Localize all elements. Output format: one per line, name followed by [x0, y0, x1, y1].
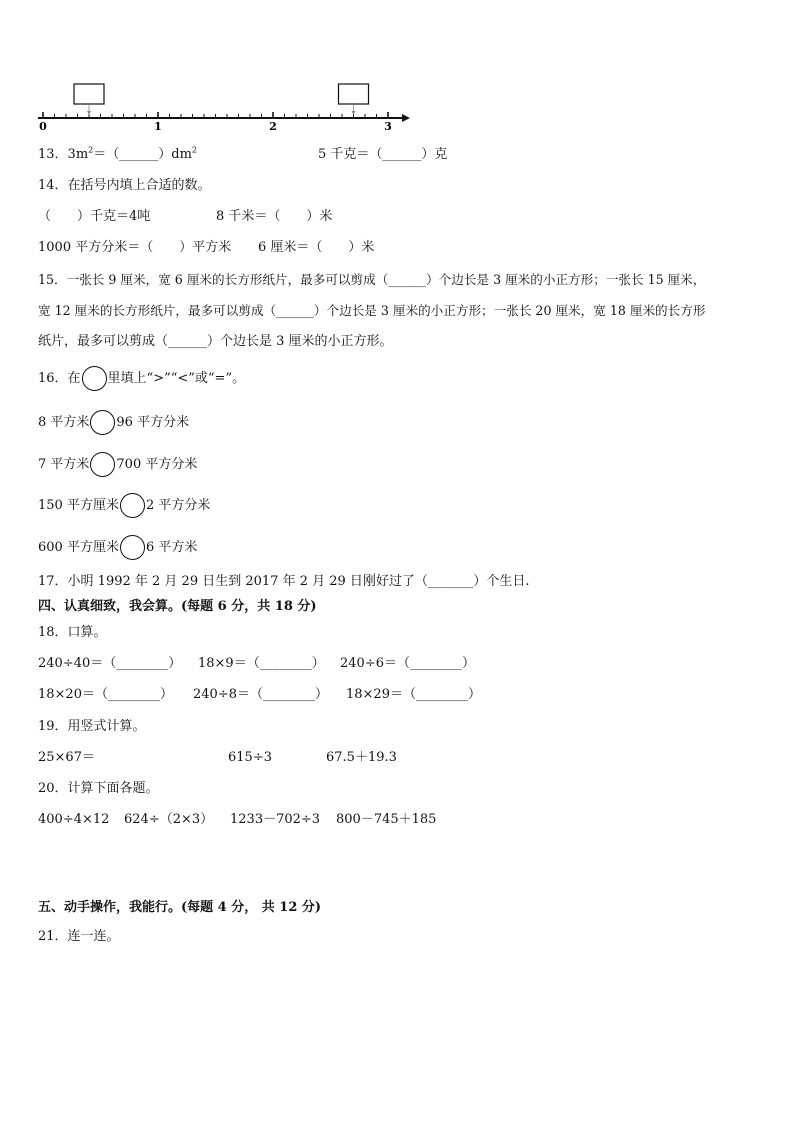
q15-line3: 纸片，最多可以剪成（______）个边长是 3 厘米的小正方形。	[38, 334, 393, 349]
q13-right: 5 千克＝（______）克	[318, 147, 448, 162]
answer-box[interactable]	[339, 84, 369, 104]
section-5-heading: 五、动手操作，我能行。(每题 4 分， 共 12 分)	[38, 900, 322, 915]
compare-circle-icon[interactable]	[90, 452, 115, 477]
q18-item: 18×20＝（________）	[38, 687, 173, 702]
q16-item: 7 平方米 700 平方分米	[38, 452, 197, 477]
q18-item: 240÷40＝（________）	[38, 656, 182, 671]
q14-row2a: 1000 平方分米＝（ ）平方米	[38, 240, 232, 255]
q18-item: 240÷6＝（________）	[340, 656, 475, 671]
q18-title: 18．口算。	[38, 625, 107, 640]
q18-item: 240÷8＝（________）	[193, 687, 328, 702]
q17: 17．小明 1992 年 2 月 29 日生到 2017 年 2 月 29 日刚好过了（_______）个生日.	[38, 574, 530, 589]
compare-circle-icon[interactable]	[120, 493, 145, 518]
q19-title: 19．用竖式计算。	[38, 719, 146, 734]
tick-label: 2	[269, 120, 277, 133]
tick-label: 3	[384, 120, 392, 133]
tick-label: 0	[39, 120, 47, 133]
q18-item: 18×29＝（________）	[346, 687, 481, 702]
pointer-arrowhead	[352, 111, 356, 115]
number-line-arrow	[402, 114, 410, 122]
tick-label: 1	[154, 120, 162, 133]
q14-row2b: 6 厘米＝（ ）米	[258, 240, 375, 255]
q16-item: 8 平方米 96 平方分米	[38, 410, 189, 435]
q13-left: 3m	[67, 147, 89, 162]
q20-item: 400÷4×12	[38, 812, 110, 827]
q14-row1b: 8 千米＝（ ）米	[216, 209, 333, 224]
q15-line2: 宽 12 厘米的长方形纸片，最多可以剪成（______）个边长是 3 厘米的小正方形；一张长 20 厘米，宽 18 厘米的长方形	[38, 303, 706, 318]
compare-circle-icon[interactable]	[120, 535, 145, 560]
q14-row1a: （ ）千克＝4吨	[38, 209, 151, 224]
q20-item: 800－745＋185	[336, 812, 437, 827]
q20-item: 624÷（2×3）	[124, 812, 214, 827]
q13-num: 13．	[38, 147, 68, 162]
q14-title: 14．在括号内填上合适的数。	[38, 178, 211, 193]
q19-item: 615÷3	[228, 750, 272, 765]
number-line	[0, 0, 794, 140]
q19-item: 25×67＝	[38, 750, 95, 765]
q16-item: 150 平方厘米 2 平方分米	[38, 493, 210, 518]
answer-box[interactable]	[74, 84, 104, 104]
compare-circle-icon[interactable]	[90, 410, 115, 435]
pointer-arrowhead	[87, 111, 91, 115]
q15-line1: 15．一张长 9 厘米，宽 6 厘米的长方形纸片，最多可以剪成（______）个边长是 3 厘米的小正方形；一张长 15 厘米，	[38, 272, 706, 287]
compare-circle-icon	[82, 366, 107, 391]
q16-title: 16．在 里填上“>”“<”或“=”。	[38, 366, 245, 391]
q20-item: 1233－702÷3	[230, 812, 321, 827]
q20-title: 20．计算下面各题。	[38, 781, 159, 796]
q21: 21．连一连。	[38, 929, 120, 944]
q16-item: 600 平方厘米 6 平方米	[38, 535, 197, 560]
q18-item: 18×9＝（________）	[198, 656, 325, 671]
q13: 13．$3m^2=(\_\_\_\_\_\_)dm^2$	[38, 145, 197, 162]
section-4-heading: 四、认真细致，我会算。(每题 6 分，共 18 分)	[38, 599, 317, 614]
q19-item: 67.5＋19.3	[326, 750, 397, 765]
